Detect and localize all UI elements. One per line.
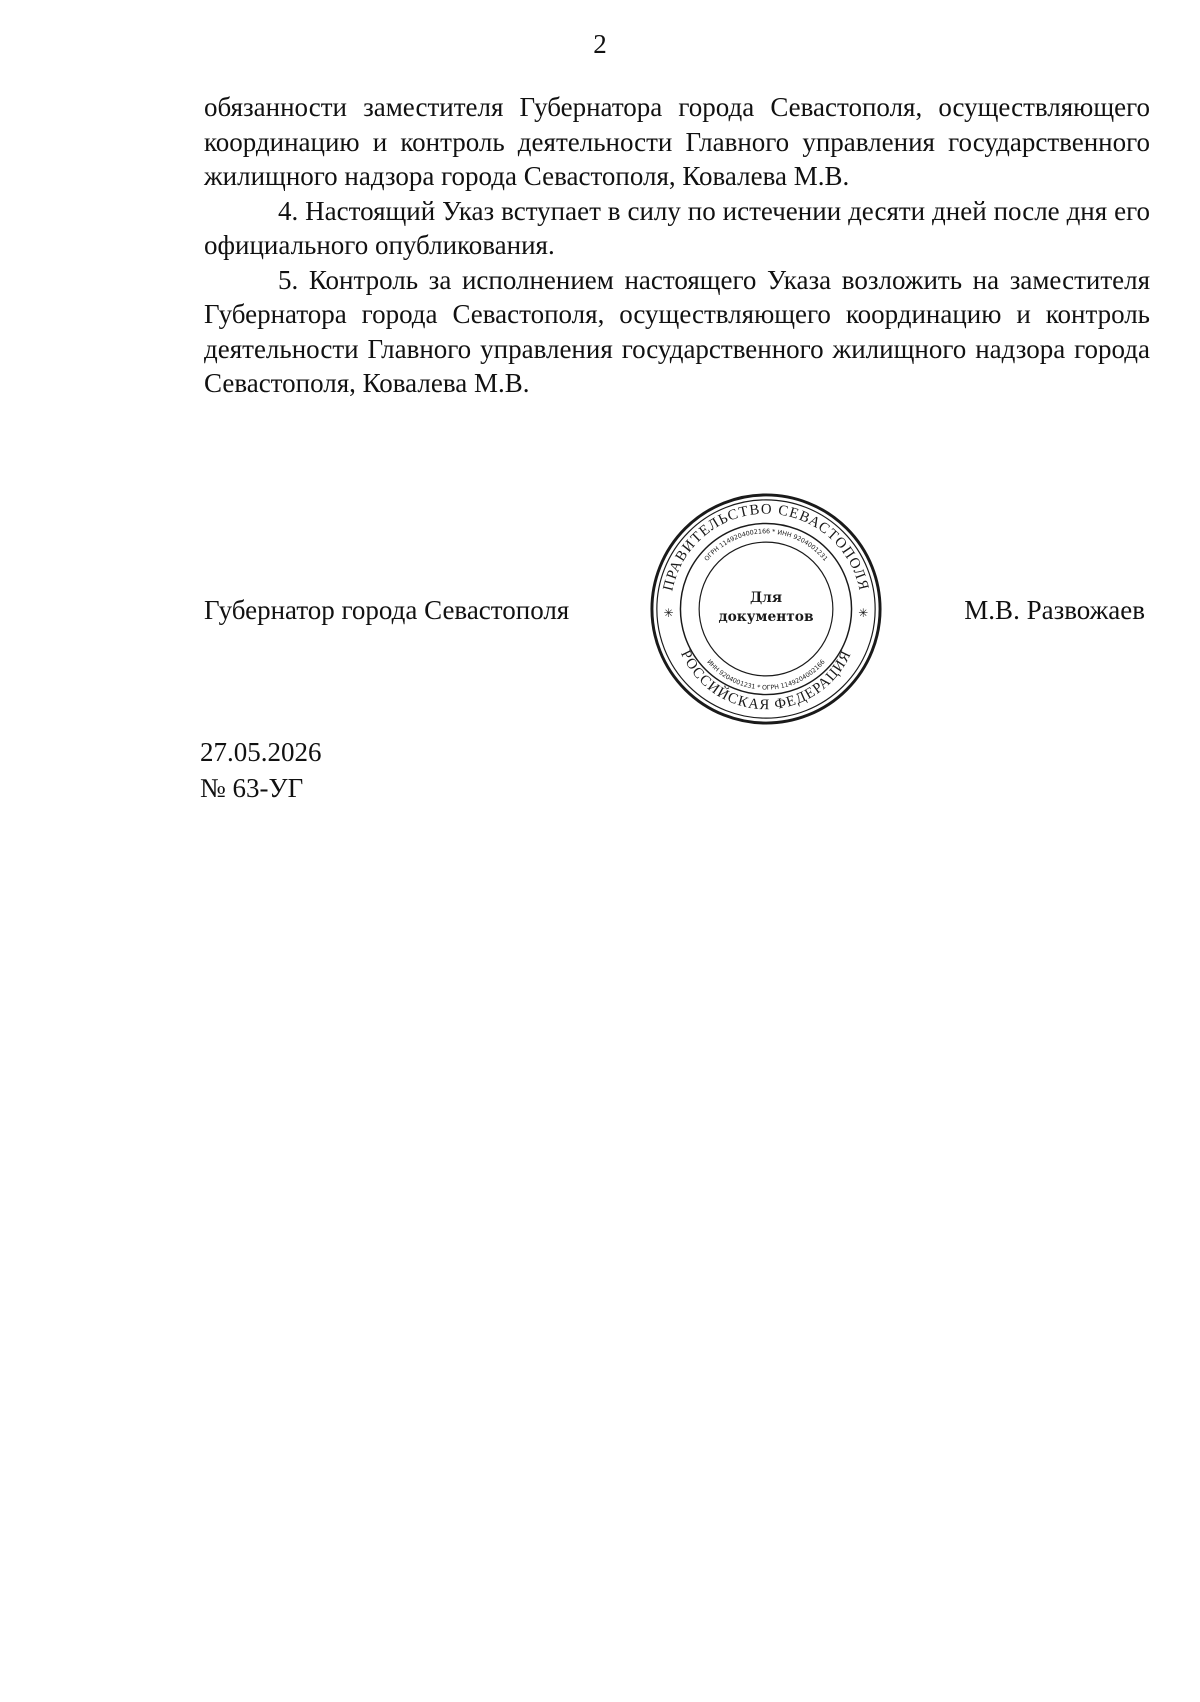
paragraph-item-5: 5. Контроль за исполнением настоящего Указа возложить на заместителя Губернатора города Севастополя, осуществляющего координацию и контроль деятельности Главного управления государственного жилищного надзора города Севастополя, Ковалева М.В. xyxy=(204,264,1150,398)
seal-center-line-2: документов xyxy=(718,608,814,625)
seal-star-right: ✳ xyxy=(858,605,869,620)
signatory-name: М.В. Развожаев xyxy=(964,595,1145,625)
seal-inner-top-text: ОГРН 1149204002166 * ИНН 9204001231 xyxy=(703,528,829,563)
seal-outer-top-text: ПРАВИТЕЛЬСТВО СЕВАСТОПОЛЯ xyxy=(660,501,872,593)
svg-text:ОГРН 1149204002166 * ИНН 92040 xyxy=(703,528,828,562)
seal-inner-bottom-text: ИНН 9204001231 * ОГРН 1149204002166 xyxy=(705,658,827,692)
page-number: 2 xyxy=(593,29,607,59)
signatory-position: Губернатор города Севастополя xyxy=(204,595,570,625)
document-body xyxy=(204,90,1150,401)
document-date: 27.05.2026 xyxy=(200,737,322,767)
document-number: № 63-УГ xyxy=(200,773,304,803)
seal-star-left: ✳ xyxy=(663,605,674,620)
paragraph-continuation: обязанности заместителя Губернатора города Севастополя, осуществляющего координацию и контроль деятельности Главного управления государственного жилищного надзора города Севастополя, Ковалева М.В. xyxy=(204,92,1150,191)
svg-text:ПРАВИТЕЛЬСТВО СЕВАСТОПОЛЯ xyxy=(660,502,871,593)
seal-center-line-1: Для xyxy=(749,590,783,607)
paragraph-item-4: 4. Настоящий Указ вступает в силу по истечении десяти дней после дня его официального опубликования. xyxy=(204,195,1150,260)
official-seal xyxy=(648,491,884,727)
seal-outer-bottom-text: РОССИЙСКАЯ ФЕДЕРАЦИЯ xyxy=(677,647,855,714)
